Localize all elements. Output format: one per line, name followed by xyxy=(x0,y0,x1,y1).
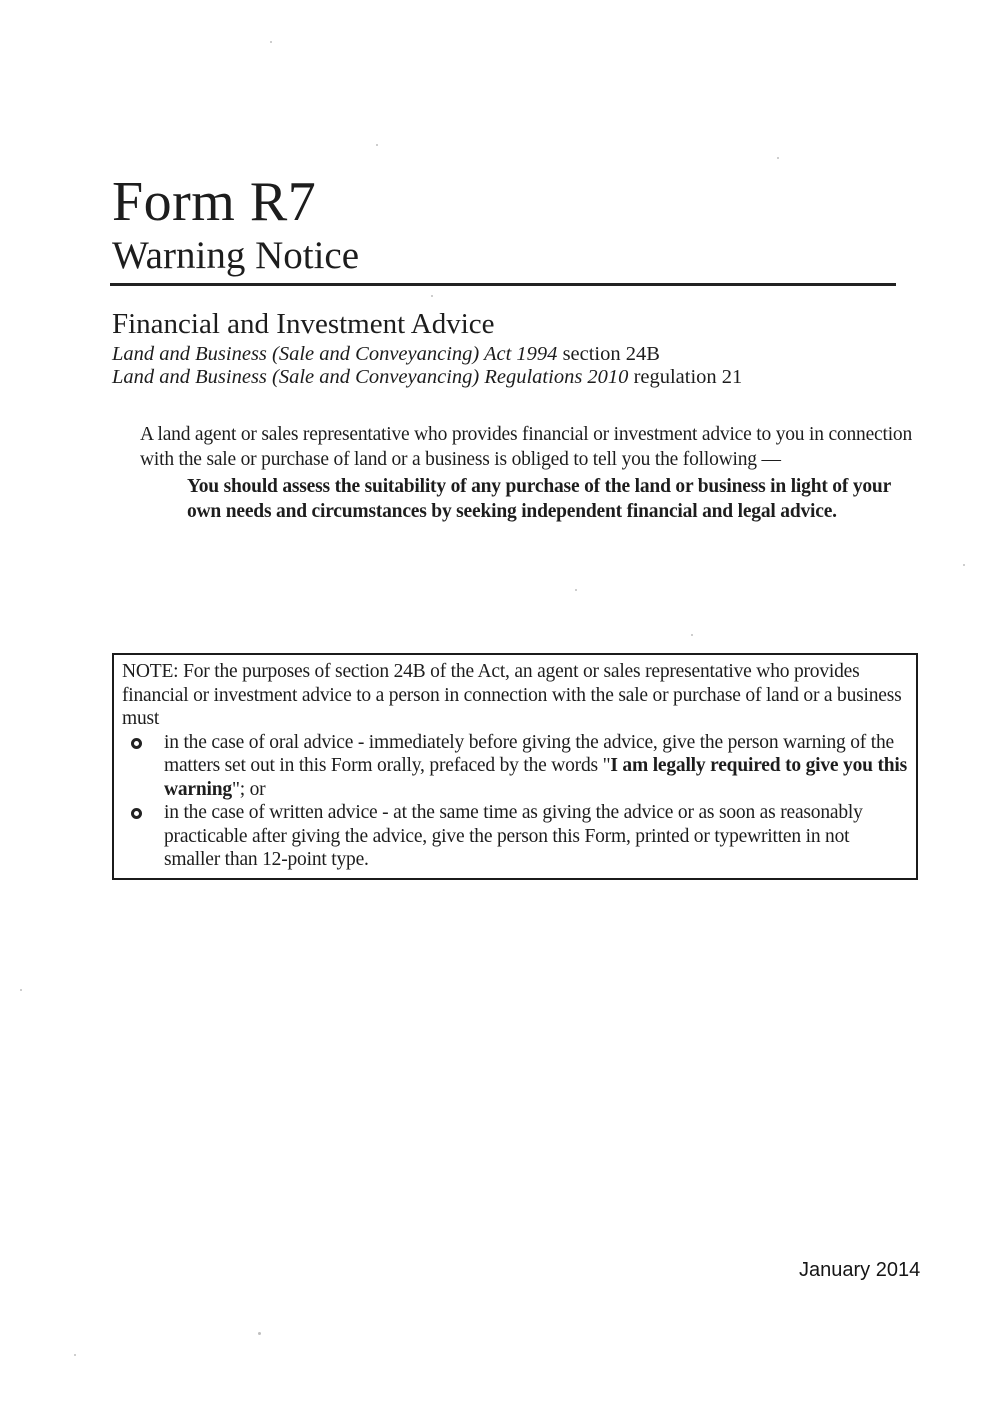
scan-speck xyxy=(431,295,433,297)
act-title: Land and Business (Sale and Conveyancing) Act 1994 xyxy=(112,343,558,365)
scan-speck xyxy=(20,989,22,991)
note-bullet-oral-advice xyxy=(122,731,910,802)
bullet-icon xyxy=(131,738,142,749)
legal-reference-act xyxy=(112,342,660,366)
revision-date: January 2014 xyxy=(799,1259,921,1281)
scan-speck xyxy=(691,634,693,636)
act-provision: section 24B xyxy=(557,343,660,365)
scan-speck xyxy=(74,1354,76,1356)
bullet-icon xyxy=(131,808,142,819)
scan-speck xyxy=(270,41,272,43)
intro-paragraph: A land agent or sales representative who provides financial or investment advice to you in connection with the sale or purchase of land or a business is obliged to tell you the following — xyxy=(140,424,913,470)
legal-reference-regulations xyxy=(112,365,742,389)
title-underline-rule xyxy=(110,283,896,286)
note-box xyxy=(112,653,918,880)
form-number: Form R7 xyxy=(112,171,317,233)
regulations-provision: regulation 21 xyxy=(628,366,743,388)
scan-speck xyxy=(376,144,378,146)
note-bullet-written-advice-text xyxy=(164,801,910,872)
form-title: Warning Notice xyxy=(112,234,360,277)
scan-speck xyxy=(575,589,577,591)
note-bullet-written-advice xyxy=(122,801,910,872)
oral-advice-text-post: "; or xyxy=(231,778,266,800)
section-heading: Financial and Investment Advice xyxy=(112,308,495,340)
oral-advice-text-pre: in the case of oral advice - immediately before giving the advice, give the person warning of the matters set out in this Form orally, prefaced by the words " xyxy=(164,731,894,776)
note-lead-paragraph: NOTE: For the purposes of section 24B of the Act, an agent or sales representative who provides financial or investment advice to a person in connection with the sale or purchase of land or a business must xyxy=(122,661,902,729)
regulations-title: Land and Business (Sale and Conveyancing) Regulations 2010 xyxy=(112,366,629,388)
scan-speck xyxy=(258,1332,261,1335)
warning-statement: You should assess the suitability of any purchase of the land or business in light of your own needs and circumstances by seeking independent financial and legal advice. xyxy=(187,476,891,522)
note-bullet-oral-advice-text xyxy=(164,731,910,802)
scan-speck xyxy=(963,564,965,566)
oral-advice-required-words: I am legally required to give you this warning xyxy=(164,755,907,800)
written-advice-text: in the case of written advice - at the same time as giving the advice or as soon as reasonably practicable after giving the advice, give the person this Form, printed or typewritten in not smaller than 12-point type. xyxy=(164,802,863,870)
scan-speck xyxy=(777,157,779,159)
